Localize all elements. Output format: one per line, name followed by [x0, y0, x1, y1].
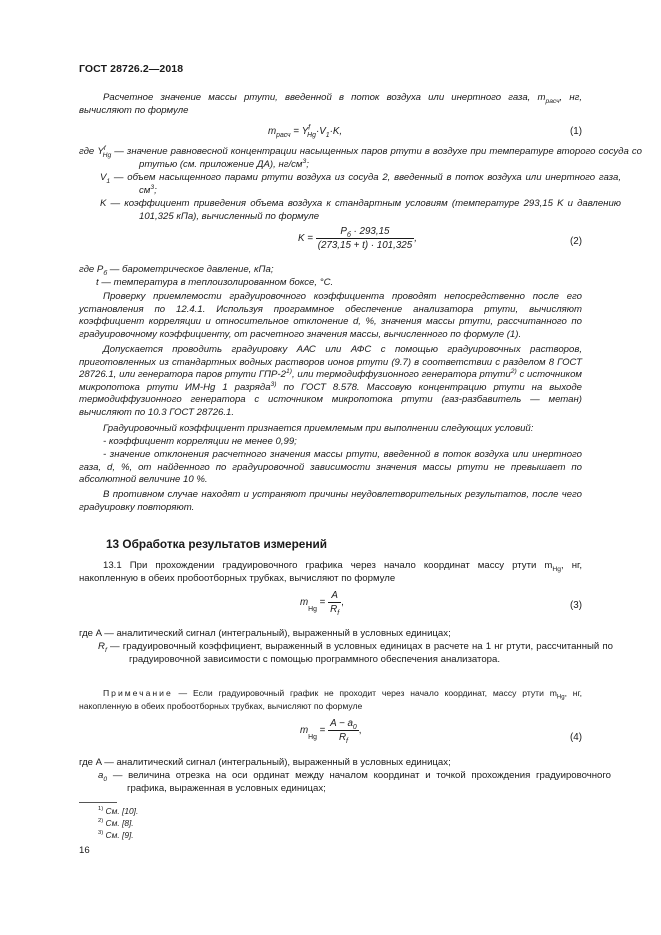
equation-4-number: (4)	[570, 732, 582, 743]
equation-2-number: (2)	[570, 236, 582, 247]
equation-1: $m_{расч} = Y^f_{Hg}\cdot V_1\cdot K$,	[268, 124, 343, 139]
definition-y: где $Y^f_{Hg}$ — значение равновесной концентрации насыщенных паров ртути в воздухе при температуре второго сосуда со ртутью (см. приложение ДА), $нг/см^3$;	[79, 144, 643, 170]
equation-2: K = $\frac{P_б \cdot 293,15}{(273,15 + t) \cdot 101,325}$ ,	[298, 226, 417, 251]
intro-paragraph: Расчетное значение массы ртути, введенной в поток воздуха или инертного газа, $m_{расч}$, нг, вычисляют по формуле	[79, 92, 583, 116]
page-number: 16	[79, 845, 90, 856]
equation-3-number: (3)	[570, 600, 582, 611]
footnote-2: $^{2)}$ См. [8].	[98, 818, 134, 828]
footnote-3: $^{3)}$ См. [9].	[98, 830, 134, 840]
definition-t: t — температура в теплоизолированном боксе, °С.	[96, 277, 334, 288]
definition-v1: $V_1$ — объем насыщенного парами ртути воздуха из сосуда 2, введенный в поток воздуха или инертного газа, $см^3$;	[100, 172, 621, 196]
section-13-title: 13 Обработка результатов измерений	[106, 537, 328, 551]
condition-2: - значение отклонения расчетного значения массы ртути, введенной в поток воздуха или инертного газа, d, %, от найденного по градуировочной зависимости значения массы ртути не превышает по абсолютной величине 10 %.	[79, 449, 582, 486]
equation-4: $m_{Hg}$ = $\frac{A - a_0}{R_f}$ ,	[300, 718, 362, 745]
paragraph-else: В противном случае находят и устраняют причины неудовлетворительных результатов, после чего градуировку повторяют.	[79, 489, 582, 513]
note-paragraph: Примечание — Если градуировочный график не проходит через начало координат, массу ртути $m_{Hg}$, нг, накопленную в обеих пробоотборных трубках, вычисляют по формуле	[79, 688, 582, 711]
definition-k: K — коэффициент приведения объема воздуха к стандартным условиям (температуре 293,15 K и давлению 101,325 кПа), вычисленный по формуле	[100, 198, 621, 222]
footnote-separator	[79, 802, 117, 803]
definition-a0: $a_0$ — величина отрезка на оси ординат между началом координат и точкой прохождения градуировочного графика, выраженная в условных единицах;	[98, 770, 611, 794]
condition-1: - коэффициент корреляции не менее 0,99;	[103, 436, 297, 447]
paragraph-accept: Градуировочный коэффициент признается приемлемым при выполнении следующих условий:	[103, 423, 534, 434]
definition-pb: где $P_б$ — барометрическое давление, кПа;	[79, 264, 274, 277]
paragraph-allow: Допускается проводить градуировку ААС или АФС с помощью градуировочных растворов, приготовленных из стандартных водных растворов ионов ртути (9.7) в соответствии с разделом 8 ГОСТ 28726.1, или генератора паров ртути ГПР-2$^{1)}$, или термодиффузионного генератора ртути$^{2)}$ с источником микропотока ртути ИМ-Hg 1 разряда$^{3)}$ по ГОСТ 8.578. Массовую концентрацию ртути на выходе термодиффузионного генератора с источником микропотока ртути (газ-разбавитель — метан) вычисляют по 10.3 ГОСТ 28726.1.	[79, 344, 582, 418]
definition-a: где A — аналитический сигнал (интегральный), выраженный в условных единицах;	[79, 628, 451, 639]
definition-a-2: где A — аналитический сигнал (интегральный), выраженный в условных единицах;	[79, 757, 451, 768]
footnote-1: $^{1)}$ См. [10].	[98, 806, 139, 816]
paragraph-check: Проверку приемлемости градуировочного коэффициента проводят непосредственно после его установления по 12.4.1. Используя программное обеспечение анализатора ртути, вычисляют коэффициент корреляции и относительное отклонение d, %, значения массы ртути, рассчитанного по градуировочному коэффициенту, от расчетного значения массы, вычисленного по формуле (1).	[79, 291, 582, 340]
definition-rf: $R_f$ — градуировочный коэффициент, выраженный в условных единицах в расчете на 1 нг ртути, рассчитанный по градуировочной зависимости с помощью программного обеспечения анализатора.	[98, 641, 613, 665]
equation-3: $m_{Hg}$ = $\frac{A}{R_f}$ ,	[300, 590, 344, 617]
paragraph-13-1: 13.1 При прохождении градуировочного графика через начало координат массу ртути $m_{Hg}$, нг, накопленную в обеих пробоотборных трубках, вычисляют по формуле	[79, 560, 583, 584]
document-code-header: ГОСТ 28726.2—2018	[79, 63, 184, 75]
equation-1-number: (1)	[570, 126, 582, 137]
